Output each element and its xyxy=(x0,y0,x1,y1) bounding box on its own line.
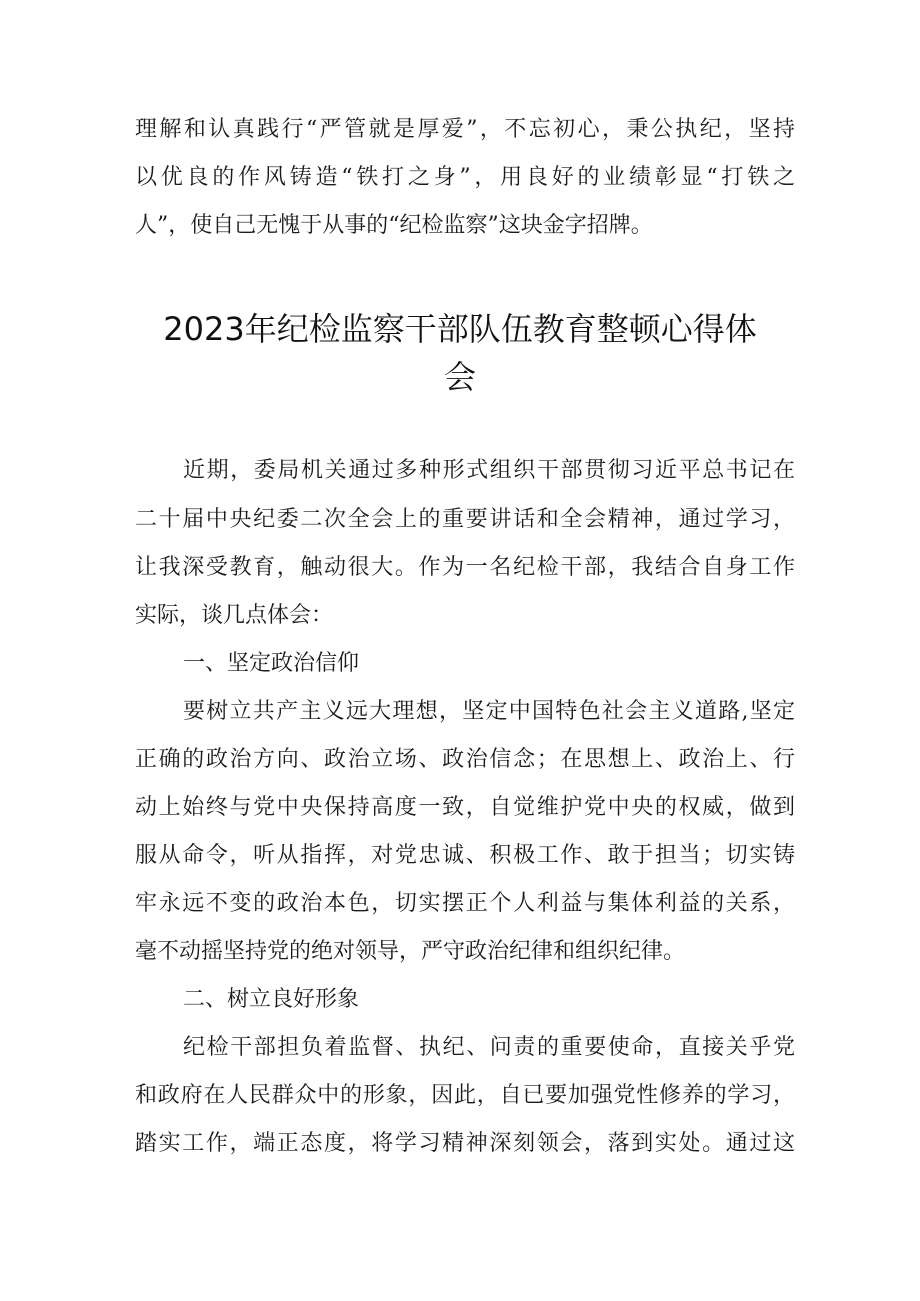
intro-line: 人”，使自己无愧于从事的“纪检监察”这块金字招牌。 xyxy=(135,213,653,238)
opening-line: 实际，谈几点体会： xyxy=(135,603,334,628)
opening-line: 二十届中央纪委二次全会上的重要讲话和全会精神，通过学习， xyxy=(135,507,795,532)
section-heading: 一、坚定政治信仰 xyxy=(183,651,360,676)
section-line: 毫不动摇坚持党的绝对领导，严守政治纪律和组织纪律。 xyxy=(135,939,686,964)
section-line: 要树立共产主义远大理想，坚定中国特色社会主义道路,坚定 xyxy=(183,699,795,724)
intro-line: 理解和认真践行“严管就是厚爱”，不忘初心，秉公执纪，坚持 xyxy=(135,117,795,142)
section-line: 服从命令，听从指挥，对党忠诚、积极工作、敢于担当；切实铸 xyxy=(135,843,795,868)
title-line-1: 2023年纪检监察干部队伍教育整顿心得体 xyxy=(163,310,757,348)
section-line: 踏实工作，端正态度，将学习精神深刻领会，落到实处。通过这 xyxy=(135,1131,795,1156)
section-line: 动上始终与党中央保持高度一致，自觉维护党中央的权威，做到 xyxy=(135,795,795,820)
section-line: 牢永远不变的政治本色，切实摆正个人利益与集体利益的关系， xyxy=(135,891,795,916)
section-line: 正确的政治方向、政治立场、政治信念；在思想上、政治上、行 xyxy=(135,747,795,772)
section-heading: 二、树立良好形象 xyxy=(183,987,360,1012)
intro-line: 以优良的作风铸造“铁打之身”，用良好的业绩彰显“打铁之 xyxy=(135,165,795,190)
title-line-2: 会 xyxy=(443,358,476,396)
section-line: 纪检干部担负着监督、执纪、问责的重要使命，直接关乎党 xyxy=(183,1035,795,1060)
opening-line: 让我深受教育，触动很大。作为一名纪检干部，我结合自身工作 xyxy=(135,555,795,580)
opening-line: 近期，委局机关通过多种形式组织干部贯彻习近平总书记在 xyxy=(183,458,795,483)
section-line: 和政府在人民群众中的形象，因此，自已要加强党性修养的学习， xyxy=(135,1083,795,1108)
